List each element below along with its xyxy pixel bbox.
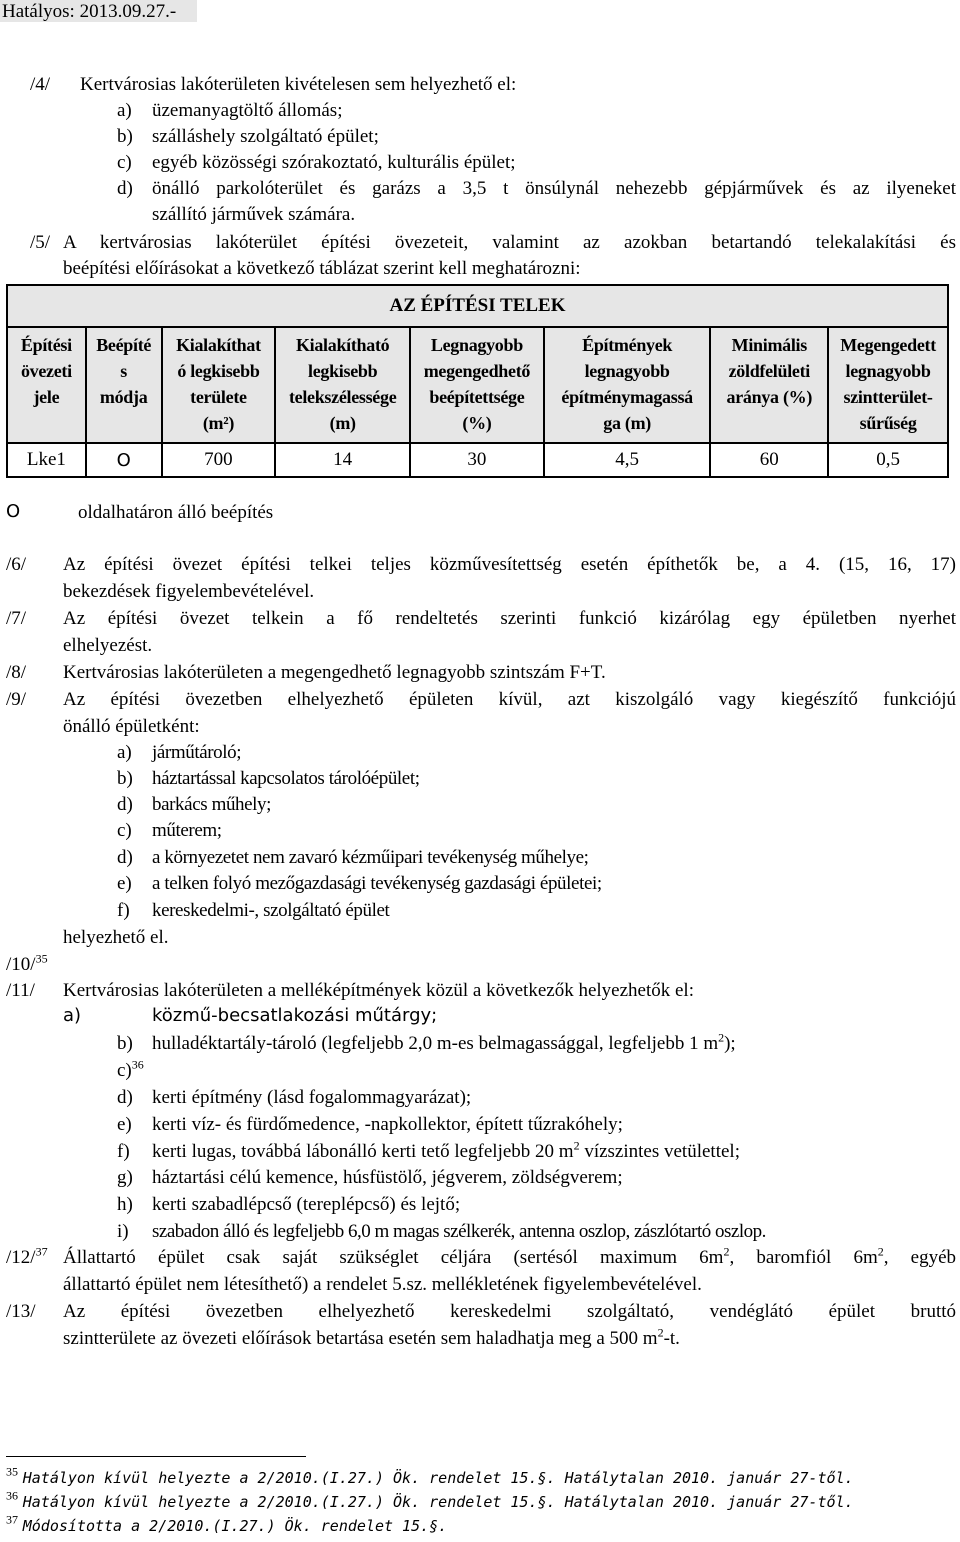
list-marker: a) xyxy=(63,1005,82,1026)
list-marker: b) xyxy=(117,768,133,789)
list-marker: e) xyxy=(117,873,132,894)
building-plot-table xyxy=(6,284,949,478)
footnote-ref: 35 xyxy=(35,951,48,966)
list-item: háztartással kapcsolatos tárolóépület; xyxy=(152,768,420,789)
para-5-line: beépítési előírásokat a következő táblázat szerint kell meghatározni: xyxy=(63,258,581,279)
list-item: kerti építmény (lásd fogalommagyarázat); xyxy=(152,1087,472,1108)
list-marker: b) xyxy=(117,1033,133,1054)
list-marker: i) xyxy=(117,1221,129,1242)
cell-min-width: 14 xyxy=(275,443,410,477)
table-caption: AZ ÉPÍTÉSI TELEK xyxy=(7,285,948,327)
table-row xyxy=(7,443,948,477)
footnote-separator xyxy=(6,1456,306,1457)
para-11-num: /11/ xyxy=(6,980,35,1001)
list-item: kereskedelmi-, szolgáltató épület xyxy=(152,900,390,921)
list-item: háztartási célú kemence, húsfüstölő, jégverem, zöldségverem; xyxy=(152,1167,623,1188)
para-6-line: bekezdések figyelembevételével. xyxy=(63,581,315,602)
header-building-mode: Beépíté s módja xyxy=(86,327,162,443)
cell-floor-density: 0,5 xyxy=(828,443,948,477)
list-marker: d) xyxy=(117,1087,133,1108)
para-9-num: /9/ xyxy=(6,689,27,710)
list-item: a telken folyó mezőgazdasági tevékenység gazdasági épületei; xyxy=(152,873,602,894)
para-13-num: /13/ xyxy=(6,1301,36,1322)
cell-building-mode: O xyxy=(86,443,162,477)
list-marker: f) xyxy=(117,1141,130,1162)
footnote-number: 36 xyxy=(6,1488,18,1503)
footnote-ref: 37 xyxy=(35,1244,48,1259)
list-item: üzemanyagtöltő állomás; xyxy=(152,100,343,121)
para-7-line: Az építési övezet telkein a fő rendeltetés szerinti funkció kizárólag egy épületben nyerhet xyxy=(63,608,956,629)
header-floor-density: Megengedett legnagyobb szintterület- sűrűség xyxy=(828,327,948,443)
para-5-line: A kertvárosias lakóterület építési övezeteit, valamint az azokban betartandó telekalakítási és xyxy=(63,232,956,253)
list-marker: c) xyxy=(117,152,132,173)
para-10-num: /10/$^{35}$ xyxy=(6,951,48,975)
cell-min-area: 700 xyxy=(162,443,276,477)
header-zone-code: Építési övezeti jele xyxy=(7,327,86,443)
para-9-tail: helyezhető el. xyxy=(63,927,169,948)
para-4-intro: Kertvárosias lakóterületen kivételesen sem helyezhető el: xyxy=(80,74,517,95)
list-marker: d) xyxy=(117,847,133,868)
footnote: $^{37}$ Módosította a 2/2010.(I.27.) Ök. rendelet 15.§. xyxy=(6,1512,448,1535)
header-max-coverage: Legnagyobb megengedhető beépítettsége (%) xyxy=(410,327,544,443)
header-green-ratio: Minimális zöldfelületi aránya (%) xyxy=(710,327,828,443)
para-5-num: /5/ xyxy=(30,232,51,253)
cell-max-coverage: 30 xyxy=(410,443,544,477)
legend-text: oldalhatáron álló beépítés xyxy=(78,502,274,523)
para-12-num: /12/$^{37}$ xyxy=(6,1244,48,1268)
list-item: a környezetet nem zavaró kézműipari tevékenység műhelye; xyxy=(152,847,589,868)
para-11-intro: Kertvárosias lakóterületen a melléképítmények közül a következők helyezhetők el: xyxy=(63,980,694,1001)
footnote-number: 37 xyxy=(6,1512,18,1527)
list-item: barkács műhely; xyxy=(152,794,272,815)
list-marker: a) xyxy=(117,100,132,121)
cell-zone-code: Lke1 xyxy=(7,443,86,477)
header-min-width: Kialakítható legkisebb telekszélessége (m) xyxy=(275,327,410,443)
para-12-line: Állattartó épület csak saját szükséglet céljára (sertésól maximum $6m^2$, baromfiól $6m^2$, egyéb xyxy=(63,1244,956,1268)
list-item: kerti víz- és fürdőmedence, -napkollektor, épített tűzrakóhely; xyxy=(152,1114,623,1135)
list-marker: c) xyxy=(117,820,132,841)
cell-max-height: 4,5 xyxy=(544,443,711,477)
list-marker: c)$^{36}$ xyxy=(117,1057,144,1081)
list-item: kerti szabadlépcső (tereplépcső) és lejtő; xyxy=(152,1194,461,1215)
list-marker: d) xyxy=(117,178,133,199)
list-item: szabadon álló és legfeljebb 6,0 m magas szélkerék, antenna oszlop, zászlótartó oszlop. xyxy=(152,1221,766,1242)
footnote: $^{36}$ Hatályon kívül helyezte a 2/2010.(I.27.) Ök. rendelet 15.§. Hatálytalan 2010. január 27-től. xyxy=(6,1488,854,1511)
list-marker: b) xyxy=(117,126,133,147)
footnote-number: 35 xyxy=(6,1464,18,1479)
list-item: egyéb közösségi szórakoztató, kulturális épület; xyxy=(152,152,516,173)
header-max-height: Építmények legnagyobb építménymagassá ga (m) xyxy=(544,327,711,443)
footnote-ref: 36 xyxy=(131,1057,144,1072)
list-item: szálláshely szolgáltató épület; xyxy=(152,126,379,147)
effective-date: Hatályos: 2013.09.27.- xyxy=(2,1,177,22)
para-8-num: /8/ xyxy=(6,662,27,683)
list-marker: f) xyxy=(117,900,130,921)
list-item: műterem; xyxy=(152,820,222,841)
header-min-area: Kialakíthat ó legkisebb területe (m²) xyxy=(162,327,276,443)
list-marker: e) xyxy=(117,1114,132,1135)
list-item: kerti lugas, továbbá lábonálló kerti tető legfeljebb 20 $m^2$ vízszintes vetülettel; xyxy=(152,1138,740,1162)
para-9-line: önálló épületként: xyxy=(63,716,200,737)
para-12-line: állattartó épület nem létesíthető) a rendelet 5.sz. mellékletének figyelembevételével. xyxy=(63,1274,702,1295)
para-13-line: szintterülete az övezeti előírások betartása esetén sem haladhatja meg a 500 $m^2-t$. xyxy=(63,1325,680,1349)
list-marker: a) xyxy=(117,742,132,763)
list-marker: d) xyxy=(117,794,133,815)
list-marker: g) xyxy=(117,1167,133,1188)
list-item: járműtároló; xyxy=(152,742,242,763)
para-8-line: Kertvárosias lakóterületen a megengedhető legnagyobb szintszám F+T. xyxy=(63,662,606,683)
para-9-line: Az építési övezetben elhelyezhető épületen kívül, azt kiszolgáló vagy kiegészítő funkciójú xyxy=(63,689,956,710)
para-13-line: Az építési övezetben elhelyezhető kereskedelmi szolgáltató, vendéglátó épület bruttó xyxy=(63,1301,956,1322)
para-7-line: elhelyezést. xyxy=(63,635,153,656)
legend-key: O xyxy=(6,501,21,522)
table-header-row xyxy=(7,327,948,443)
cell-green-ratio: 60 xyxy=(710,443,828,477)
footnote: $^{35}$ Hatályon kívül helyezte a 2/2010.(I.27.) Ök. rendelet 15.§. Hatálytalan 2010. január 27-től. xyxy=(6,1464,854,1487)
list-item: önálló parkolóterület és garázs a 3,5 t önsúlynál nehezebb gépjárművek és az ilyeneket xyxy=(152,178,956,199)
list-item: közmű-becsatlakozási műtárgy; xyxy=(152,1005,438,1026)
para-7-num: /7/ xyxy=(6,608,27,629)
list-item: hulladéktartály-tároló (legfeljebb 2,0 m-es belmagassággal, legfeljebb 1 $m^2$); xyxy=(152,1030,736,1054)
para-6-line: Az építési övezet építési telkei teljes közművesítettség esetén építhetők be, a 4. (15, 16, 17) xyxy=(63,554,956,575)
para-4-num: /4/ xyxy=(30,74,51,95)
list-marker: h) xyxy=(117,1194,133,1215)
para-6-num: /6/ xyxy=(6,554,27,575)
list-item-cont: szállító járművek számára. xyxy=(152,204,356,225)
